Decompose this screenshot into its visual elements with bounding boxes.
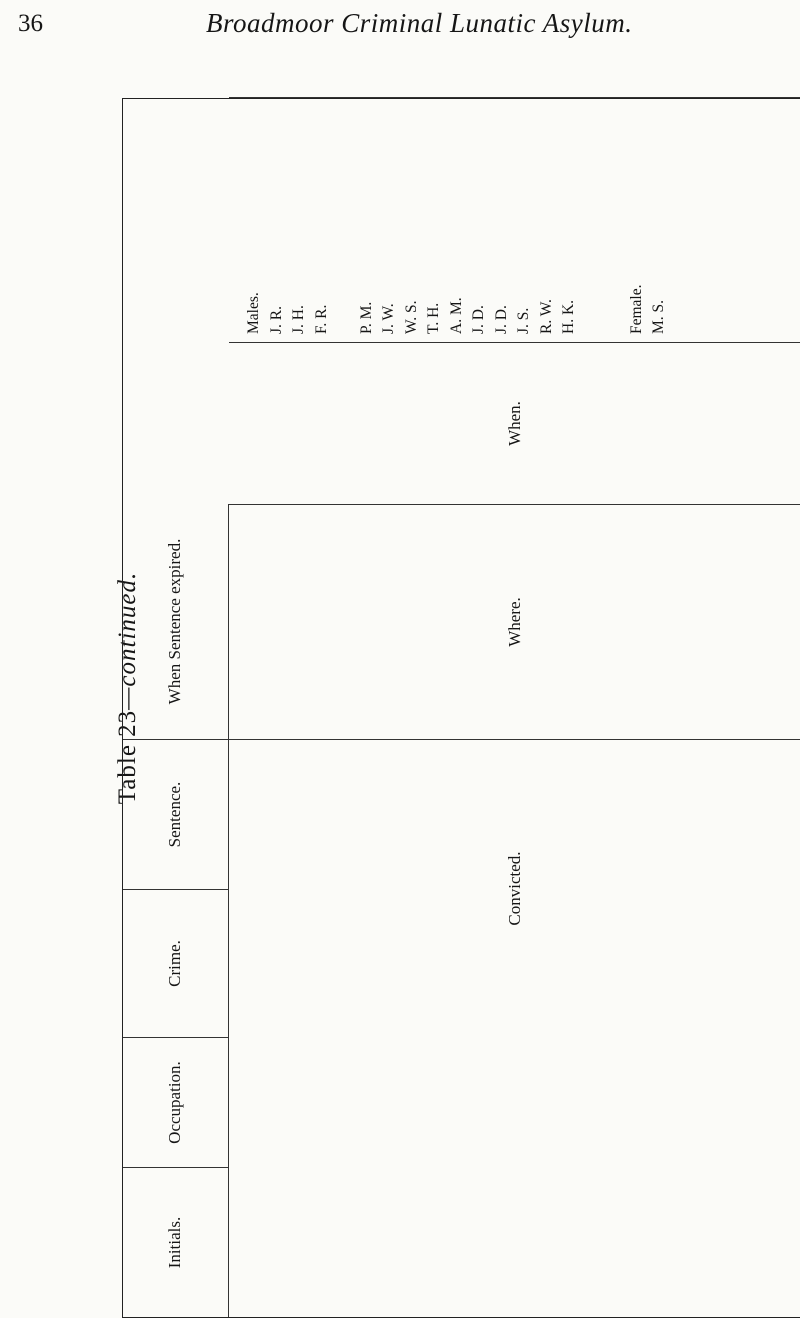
header-convicted: Convicted. [229, 739, 800, 1037]
section-label: Female. [627, 284, 645, 334]
rotated-table [122, 98, 800, 1318]
spacer-line [333, 104, 356, 334]
table-cell-initials: J. D. [492, 305, 510, 334]
table-cell-initials: J. W. [380, 303, 397, 334]
table-cell-initials [603, 104, 626, 334]
table-caption-main: Table 23 [114, 709, 141, 805]
table-cell-initials: F. R. [312, 304, 330, 334]
table-cell-initials: J. D. [470, 305, 487, 334]
header-sentence: Sentence. [123, 739, 229, 889]
header-when: When. [229, 342, 800, 504]
table-cell-initials: R. W. [537, 299, 555, 334]
header-occupation: Occupation. [123, 1037, 229, 1167]
header-crime: Crime. [123, 889, 229, 1037]
table-cell-initials: J. H. [290, 305, 307, 334]
table-cell-initials: J. S. [515, 307, 532, 334]
table-cell-initials: J. R. [267, 306, 285, 334]
table-cell-initials [581, 104, 604, 334]
table-cell-initials: A. M. [447, 297, 465, 334]
header-where: Where. [229, 504, 800, 739]
table-caption-continued: —continued. [114, 571, 141, 710]
header-expired: When Sentence expired. [123, 504, 229, 739]
table-cell-initials: T. H. [425, 302, 442, 334]
table-cell-initials: W. S. [402, 300, 420, 334]
running-title: Broadmoor Criminal Lunatic Asylum. [206, 8, 633, 38]
table-cell-initials: H. K. [560, 299, 577, 334]
table-cell-initials: P. M. [357, 301, 375, 334]
column-initials [229, 97, 800, 342]
table-cell-initials: M. S. [650, 299, 667, 334]
data-table [122, 98, 800, 1318]
page-header [0, 0, 800, 60]
section-label: Males. [245, 292, 262, 334]
header-initials: Initials. [123, 1167, 229, 1317]
page-number: 36 [18, 10, 43, 37]
